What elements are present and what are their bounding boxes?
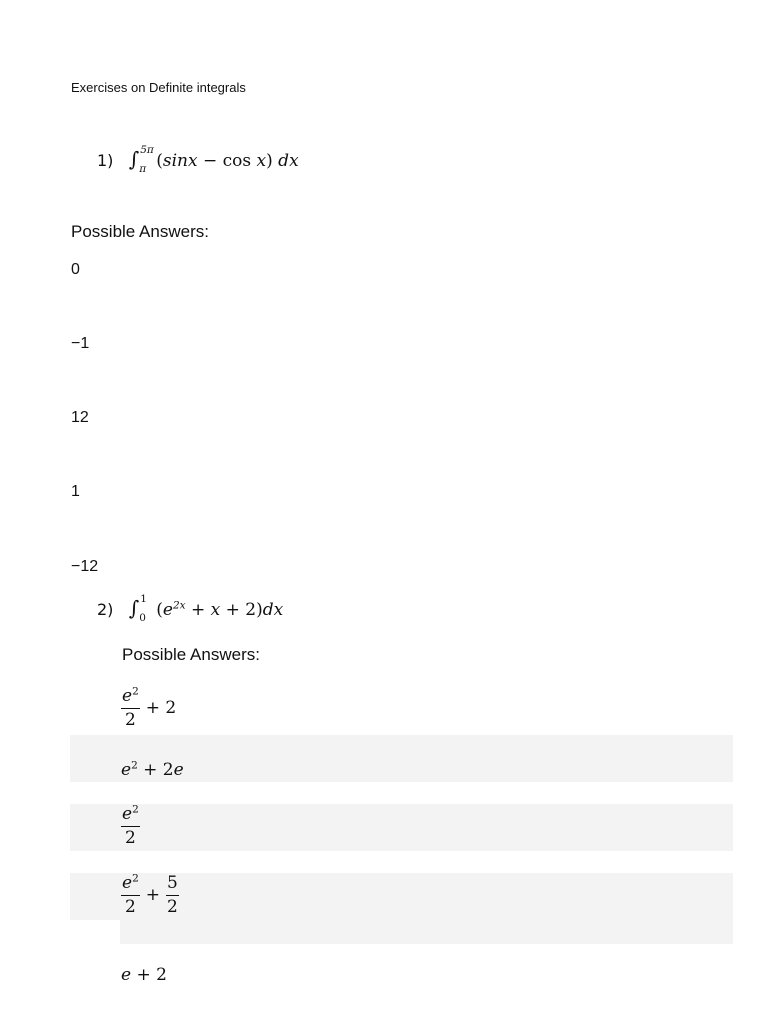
document-title: Exercises on Definite integrals [71,80,246,95]
answer-option: $e^2 + 2e$ [121,759,184,780]
answer-tail: + 2 [145,698,177,719]
fraction: $\frac{e^2}{2}$ [122,872,139,917]
question-number: 1) [97,151,114,170]
plus-sign: + [145,885,160,906]
lower-limit: 0 [139,612,146,624]
fraction: $\frac{e^2}{2}$ [122,803,139,848]
possible-answers-heading-1: Possible Answers: [71,222,209,241]
fraction: $\frac{e^2}{2}$ [122,685,139,730]
answer-option: e + 2 [121,965,167,985]
integrand: (sinx − cos x) dx [156,151,299,171]
integral-sign: ∫ [128,596,140,620]
answer-option: −1 [71,335,90,352]
question-2 [97,593,284,624]
integral-limits [139,593,156,624]
fraction: $\frac{5}{2}$ [167,873,178,917]
answer-option: 1 [71,483,80,500]
upper-limit: 5π [140,144,154,156]
question-number: 2) [97,600,114,619]
answer-option [121,873,179,916]
answer-option [121,686,176,729]
answer-option: 12 [71,409,89,426]
integral-limits [139,144,156,175]
possible-answers-heading-2: Possible Answers: [122,645,260,664]
integrand: $(e^{2x} + x + 2)dx$ [156,599,284,620]
shade-block [70,804,733,851]
upper-limit: 1 [140,593,147,605]
lower-limit: π [139,163,147,175]
question-1 [97,144,299,175]
integral-sign: ∫ [128,147,140,171]
answer-option: −12 [71,558,99,575]
shade-block [120,920,733,944]
answer-option [121,805,140,847]
answer-option: 0 [71,261,80,278]
